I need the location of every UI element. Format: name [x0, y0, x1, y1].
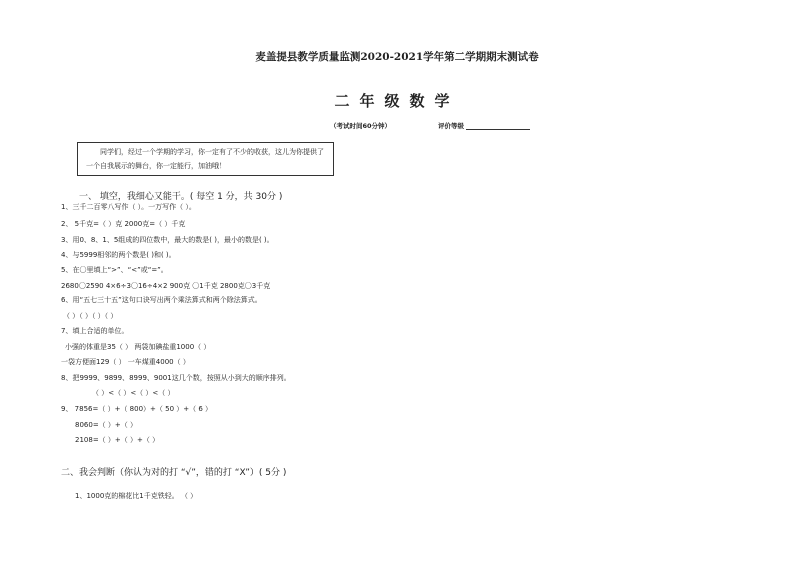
section2-heading: 二、我会判断（你认为对的打 “√”，错的打 “X”）( 5分 ): [61, 468, 287, 478]
grade-label: 评价等级: [438, 122, 464, 130]
exam-title: 麦盖提县教学质量监测2020-2021学年第二学期期末测试卷: [255, 51, 539, 63]
grade-field: [438, 121, 530, 130]
question-line: （ ）（ ）（ ）（ ）: [63, 312, 118, 320]
question-line: 小强的体重是35（ ） 两袋加碘盐重1000（ ）: [65, 343, 211, 351]
question-line: 3、用0、8、1、5组成的四位数中，最大的数是( )，最小的数是( )。: [61, 236, 274, 244]
question-line: 2、 5千克=（ ）克 2000克=（ ）千克: [61, 220, 186, 228]
question-line: 7、填上合适的单位。: [61, 327, 129, 335]
question-line: 5、在〇里填上“>”、“<”或“=”。: [61, 266, 168, 274]
grade-blank: [466, 129, 530, 130]
question-line: 4、与5999相邻的两个数是( )和( )。: [61, 251, 176, 259]
exam-time: （考试时间60分钟）: [330, 122, 392, 130]
question-line: 2108=（ ）+（ ）+（ ）: [75, 436, 160, 444]
section1-heading: 一、 填空，我细心又能干。( 每空 1 分，共 30分 ): [79, 192, 283, 202]
question-line: 6、用“五七三十五”这句口诀写出两个乘法算式和两个除法算式。: [61, 296, 262, 304]
question-line: 2680〇2590 4×6÷3〇16÷4×2 900克 〇1千克 2800克〇3千克: [61, 282, 271, 290]
question-line: 1、三千二百零八写作（ ）。一万写作（ ）。: [61, 203, 196, 211]
question-line: 1、1000克的棉花比1千克铁轻。 （ ）: [75, 492, 198, 500]
question-line: 9、 7856=（ ）+（ 800）+（ 50 ）+（ 6 ）: [61, 405, 213, 413]
question-line: 8060=（ ）+（ ）: [75, 421, 137, 429]
question-line: （ ）<（ ）<（ ）<（ ）: [92, 389, 175, 397]
question-line: 一袋方便面129（ ） 一车煤重4000（ ）: [61, 358, 190, 366]
subject-title: 二年级数学: [334, 92, 460, 110]
notice-text: 同学们，经过一个学期的学习，你一定有了不少的收获，这儿为你提供了一个自我展示的舞台，你一定能行，加油哦！: [86, 148, 324, 170]
question-line: 8、把9999、9899、8999、9001这几个数，按照从小到大的顺序排列。: [61, 374, 291, 382]
notice-box: [77, 142, 334, 176]
